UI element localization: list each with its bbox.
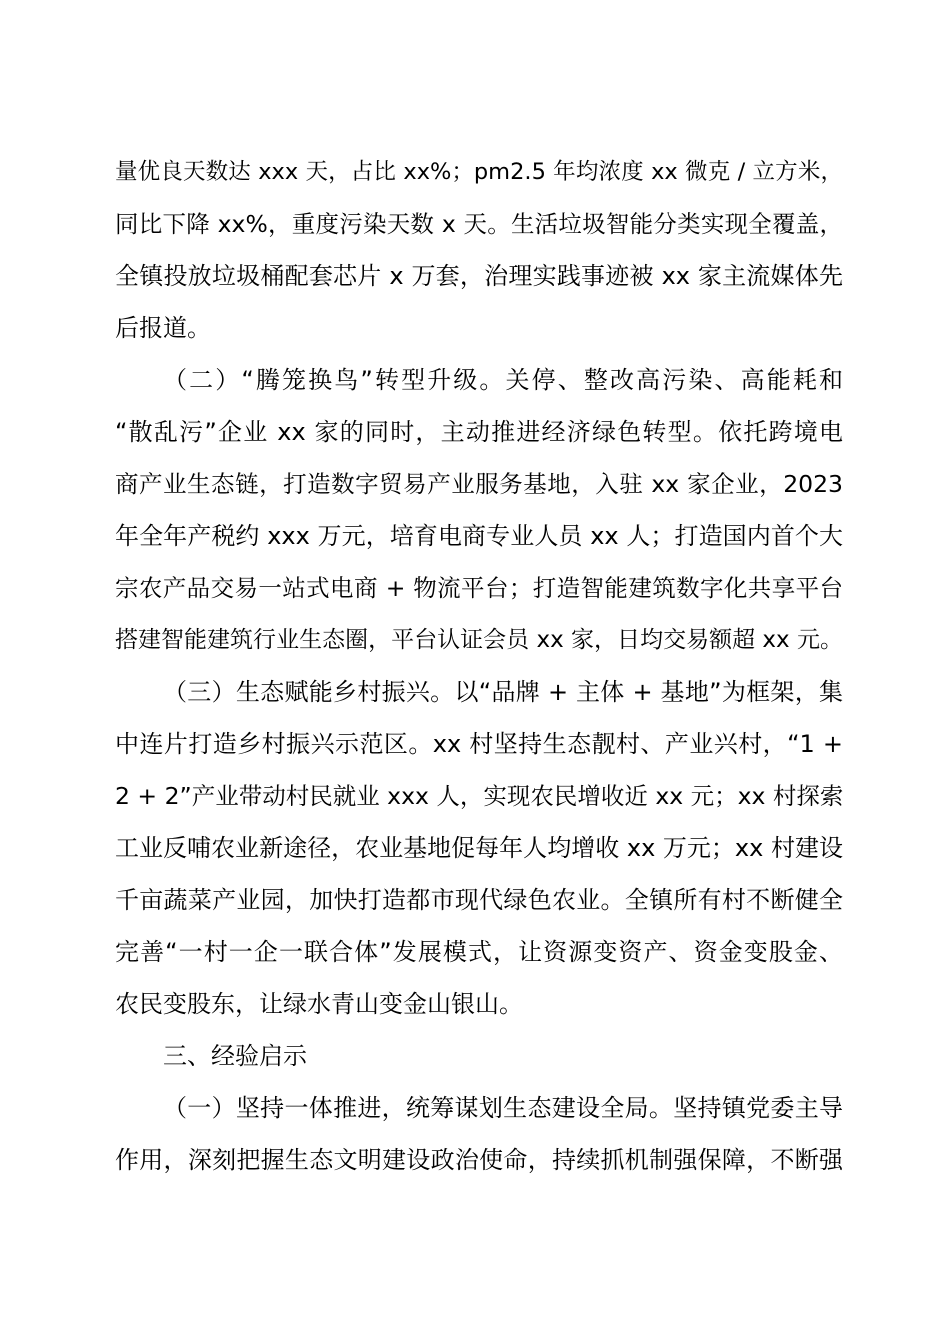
line-text: 全镇投放垃圾桶配套芯片 x 万套，治理实践事迹被 xx 家主流媒体先 xyxy=(115,262,843,290)
text-line xyxy=(115,146,843,198)
line-text: 中连片打造乡村振兴示范区。xx 村坚持生态靓村、产业兴村，“1 + xyxy=(115,730,843,758)
text-line xyxy=(115,406,843,458)
paragraph-first-line xyxy=(115,666,843,718)
line-text: 2 + 2”产业带动村民就业 xxx 人，实现农民增收近 xx 元；xx 村探索 xyxy=(115,782,843,810)
line-text: 千亩蔬菜产业园，加快打造都市现代绿色农业。全镇所有村不断健全 xyxy=(115,886,843,914)
line-text: 后报道。 xyxy=(115,314,211,342)
line-text: （一）坚持一体推进，统筹谋划生态建设全局。坚持镇党委主导 xyxy=(163,1094,843,1122)
section-heading xyxy=(115,1030,843,1082)
line-text: 量优良天数达 xxx 天，占比 xx%；pm2.5 年均浓度 xx 微克 / 立方米， xyxy=(115,159,843,185)
text-line xyxy=(115,614,843,666)
line-text: 完善“一村一企一联合体”发展模式，让资源变资产、资金变股金、 xyxy=(115,938,843,966)
text-line xyxy=(115,510,843,562)
text-line xyxy=(115,302,843,354)
line-text: 商产业生态链，打造数字贸易产业服务基地，入驻 xx 家企业，2023 xyxy=(115,470,843,498)
text-line xyxy=(115,1134,843,1186)
text-line xyxy=(115,718,843,770)
heading-text: 三、经验启示 xyxy=(163,1042,307,1070)
line-text: 作用，深刻把握生态文明建设政治使命，持续抓机制强保障，不断强 xyxy=(115,1146,843,1174)
text-line xyxy=(115,458,843,510)
text-line xyxy=(115,978,843,1030)
line-text: 宗农产品交易一站式电商 + 物流平台；打造智能建筑数字化共享平台 xyxy=(115,574,843,602)
line-text: 搭建智能建筑行业生态圈，平台认证会员 xx 家，日均交易额超 xx 元。 xyxy=(115,627,843,653)
document-body xyxy=(115,146,843,1186)
text-line xyxy=(115,822,843,874)
text-line xyxy=(115,770,843,822)
line-text: “散乱污”企业 xx 家的同时，主动推进经济绿色转型。依托跨境电 xyxy=(115,418,843,446)
paragraph-first-line xyxy=(115,1082,843,1134)
line-text: 同比下降 xx%，重度污染天数 x 天。生活垃圾智能分类实现全覆盖， xyxy=(115,210,843,238)
line-text: 工业反哺农业新途径，农业基地促每年人均增收 xx 万元；xx 村建设 xyxy=(115,834,843,862)
text-line xyxy=(115,874,843,926)
line-text: 年全年产税约 xxx 万元，培育电商专业人员 xx 人；打造国内首个大 xyxy=(115,522,843,550)
text-line xyxy=(115,926,843,978)
text-line xyxy=(115,250,843,302)
line-text: （三）生态赋能乡村振兴。以“品牌 + 主体 + 基地”为框架，集 xyxy=(163,678,843,706)
line-text: 农民变股东，让绿水青山变金山银山。 xyxy=(115,990,523,1018)
text-line xyxy=(115,562,843,614)
line-text: （二）“腾笼换鸟”转型升级。关停、整改高污染、高能耗和 xyxy=(163,366,843,394)
text-line xyxy=(115,198,843,250)
paragraph-first-line xyxy=(115,354,843,406)
